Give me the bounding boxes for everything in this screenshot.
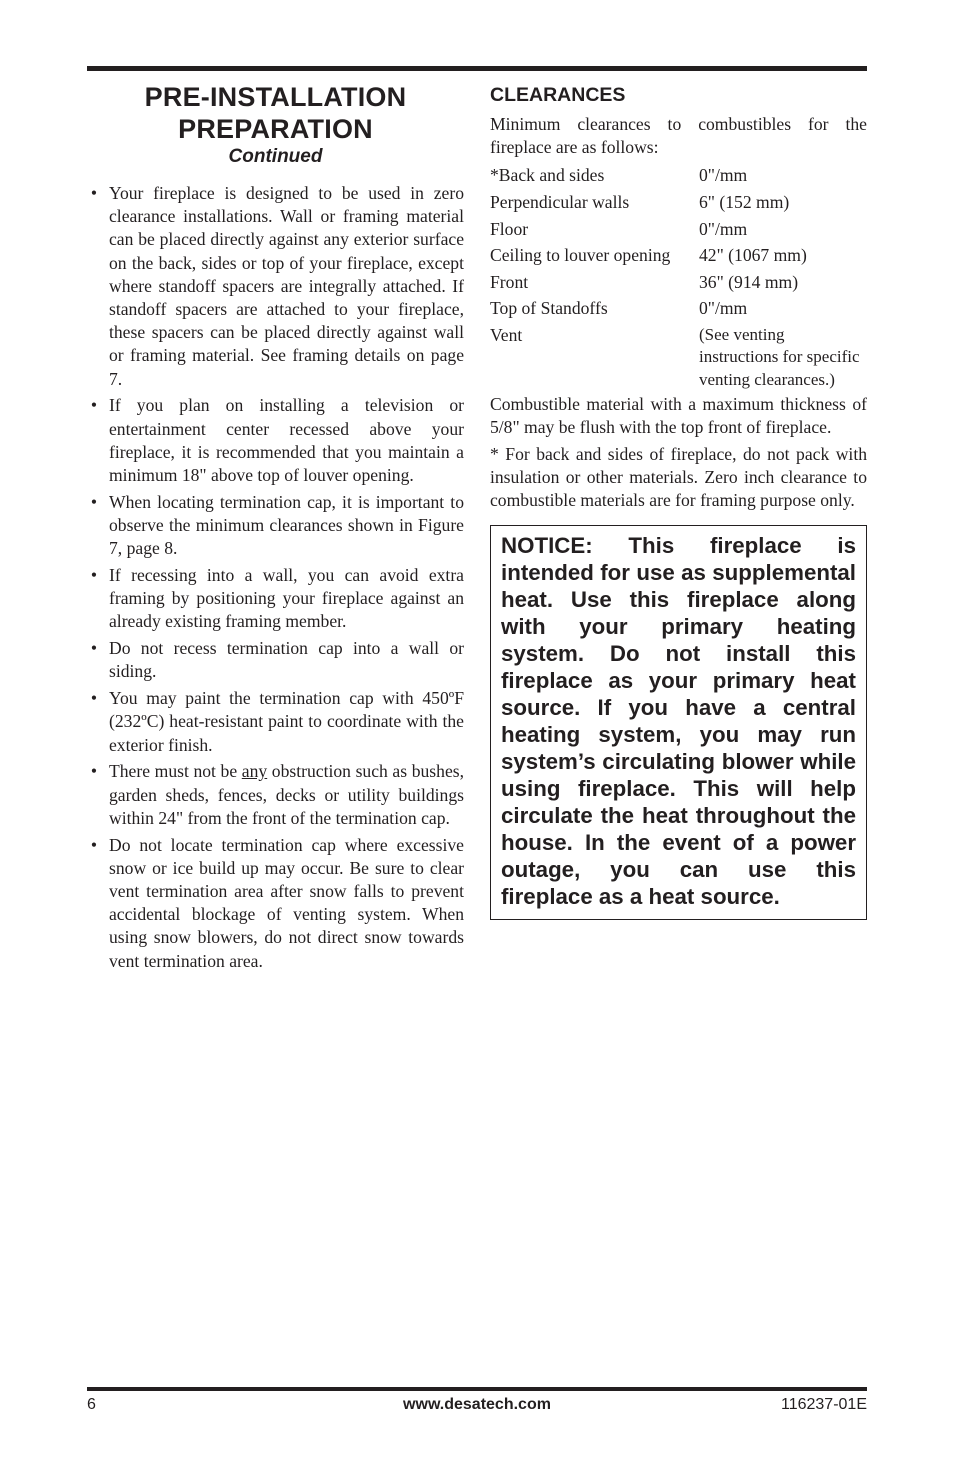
- notice-box: NOTICE: This fireplace is intended for use as supplemental heat. Use this fireplace along with your primary heating system. Do not install this fireplace as your primary heat source. If you have a central heating system, you may run system’s circulating blower while using fireplace. This will help circulate the heat throughout the house. In the event of a power outage, you can use this fireplace as a heat source.: [490, 525, 867, 920]
- clearance-value: 0"/mm: [699, 218, 748, 239]
- clearance-value: (See venting instructions for specific venting clearances.): [699, 324, 860, 389]
- top-rule: [87, 66, 867, 71]
- right-column: [490, 80, 867, 920]
- table-row: [490, 216, 867, 243]
- list-item: • Do not locate termination cap where excessive snow or ice build up may occur. Be sure to clear vent termination area after snow falls to prevent accidental blockage of venting system. When using snow blowers, do not direct snow towards vent termination area.: [90, 834, 464, 971]
- list-item-text: Do not recess termination cap into a wall or siding.: [109, 638, 464, 682]
- list-item-text: If you plan on installing a television or entertainment center recessed above your fireplace, it is recommended that you maintain a minimum 18" above top of louver opening.: [109, 395, 464, 486]
- list-item: • When locating termination cap, it is important to observe the minimum clearances shown in Figure 7, page 8.: [90, 491, 464, 559]
- clearance-label: Front: [490, 271, 529, 292]
- bottom-rule: [87, 1387, 867, 1391]
- list-item: • You may paint the termination cap with 450ºF (232ºC) heat-resistant paint to coordinate with the exterior finish.: [90, 688, 464, 755]
- title-line-2: PREPARATION: [178, 114, 373, 144]
- clearance-value: 42" (1067 mm): [699, 245, 807, 266]
- list-item: • There must not be any obstruction such as bushes, garden sheds, fences, decks or utility buildings within 24" from the front of the termination cap.: [90, 761, 464, 828]
- table-row: [490, 162, 867, 189]
- title-line-1: PRE-INSTALLATION: [144, 82, 407, 112]
- clearances-table: [490, 162, 867, 391]
- list-item: • Do not recess termination cap into a wall or siding.: [90, 638, 464, 682]
- document-number: 116237-01E: [781, 1396, 867, 1413]
- table-row: [490, 295, 867, 322]
- list-item-text: Do not locate termination cap where excessive snow or ice build up may occur. Be sure to clear vent termination area after snow falls to prevent accidental blockage of venting system. When using snow blowers, do not direct snow towards vent termination area.: [109, 834, 464, 971]
- section-subtitle: Continued: [228, 146, 323, 167]
- table-row: [490, 242, 867, 269]
- list-item-text: If recessing into a wall, you can avoid extra framing by positioning your fireplace against an already existing framing member.: [109, 565, 464, 632]
- list-item-text: Your fireplace is designed to be used in zero clearance installations. Wall or framing material can be placed directly against any exterior surface on the back, sides or top of your fireplace, except where standoff spacers are integrally attached. If standoff spacers are attached to your fireplace, these spacers can be placed directly against wall or framing material. See framing details on page 7.: [109, 183, 464, 389]
- clearance-label: Ceiling to louver opening: [490, 245, 671, 266]
- clearance-value: 0"/mm: [699, 165, 748, 186]
- clearances-intro: Minimum clearances to combustibles for the fireplace are as follows:: [490, 114, 867, 158]
- clearance-label: Perpendicular walls: [490, 192, 630, 212]
- clearance-value: 0"/mm: [699, 298, 748, 319]
- clearances-heading: CLEARANCES: [490, 84, 626, 106]
- list-item-text: When locating termination cap, it is important to observe the minimum clearances shown in Figure 7, page 8.: [109, 491, 464, 559]
- list-item-text: You may paint the termination cap with 450ºF (232ºC) heat-resistant paint to coordinate with the exterior finish.: [109, 688, 464, 755]
- table-row: [490, 269, 867, 296]
- website-link[interactable]: www.desatech.com: [403, 1396, 551, 1413]
- clearance-label: Top of Standoffs: [490, 298, 608, 319]
- list-item-text-before: There must not be: [109, 761, 242, 782]
- section-title: [87, 80, 464, 145]
- left-column: [87, 80, 464, 976]
- instruction-list: [87, 182, 464, 973]
- page-number: 6: [87, 1396, 96, 1413]
- combustible-note: Combustible material with a maximum thickness of 5/8" may be flush with the top front of fireplace.: [490, 394, 867, 438]
- clearance-label: Vent: [490, 324, 523, 345]
- list-item-text-after: obstruction such as bushes, garden sheds, fences, decks or utility buildings within 24" from the front of the termination cap.: [109, 761, 464, 828]
- clearance-value: 36" (914 mm): [699, 271, 799, 292]
- table-row: [490, 322, 867, 391]
- back-sides-note: * For back and sides of fireplace, do not pack with insulation or other materials. Zero inch clearance to combustible materials are for framing purpose only.: [490, 443, 867, 510]
- clearance-label: *Back and sides: [490, 165, 605, 186]
- list-item: • Your fireplace is designed to be used in zero clearance installations. Wall or framing material can be placed directly against any exterior surface on the back, sides or top of your fireplace, except where standoff spacers are integrally attached. If standoff spacers are attached to your fireplace, these spacers can be placed directly against wall or framing material. See framing details on page 7.: [90, 183, 464, 389]
- list-item: • If recessing into a wall, you can avoid extra framing by positioning your fireplace against an already existing framing member.: [90, 565, 464, 632]
- table-row: [490, 189, 867, 216]
- clearance-value: 6" (152 mm): [699, 192, 790, 212]
- list-item: • If you plan on installing a television or entertainment center recessed above your fireplace, it is recommended that you maintain a minimum 18" above top of louver opening.: [90, 395, 464, 486]
- underlined-word: any: [241, 761, 268, 782]
- clearance-label: Floor: [490, 218, 529, 239]
